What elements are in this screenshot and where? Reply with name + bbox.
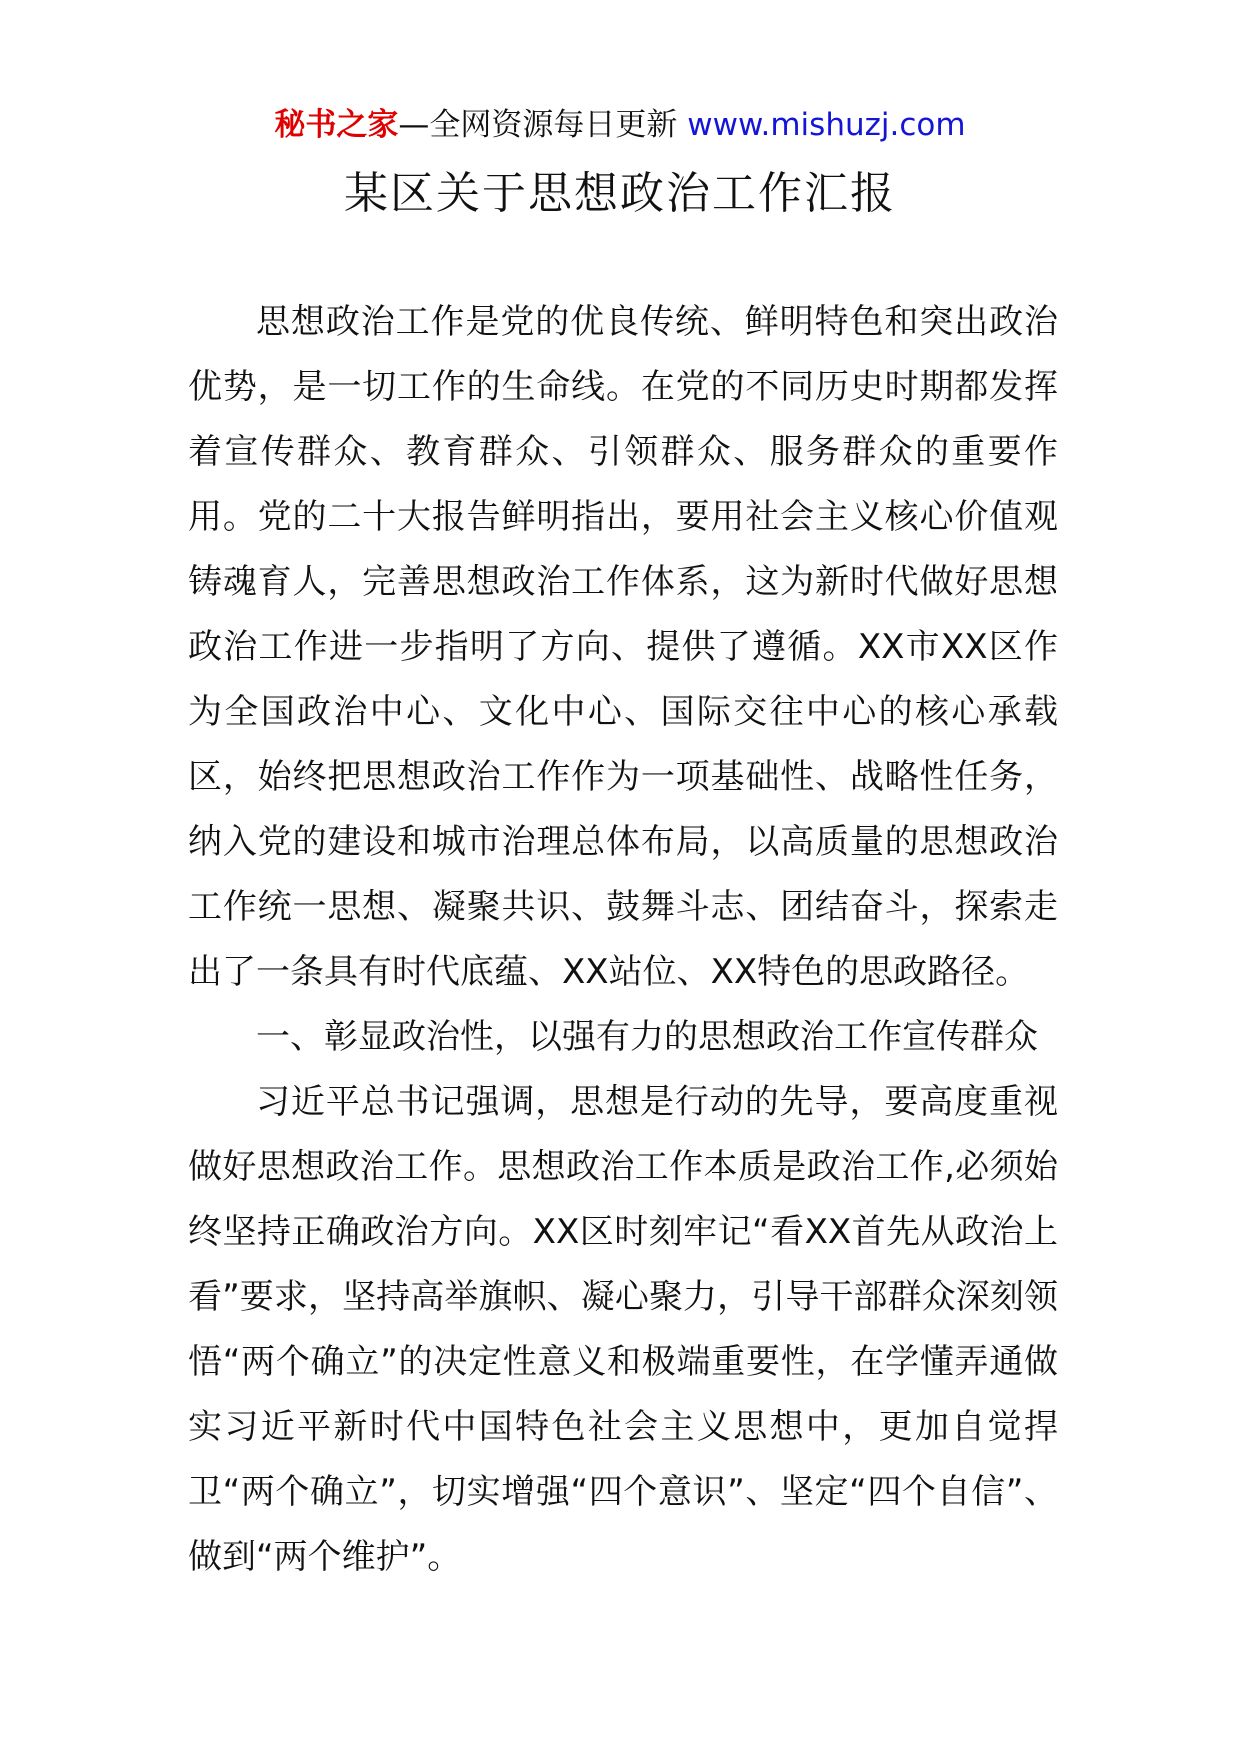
intro-paragraph: 思想政治工作是党的优良传统、鲜明特色和突出政治优势，是一切工作的生命线。在党的不同历史时期都发挥着宣传群众、教育群众、引领群众、服务群众的重要作用。党的二十大报告鲜明指出，要用社会主义核心价值观铸魂育人，完善思想政治工作体系，这为新时代做好思想政治工作进一步指明了方向、提供了遵循。XX市XX区作为全国政治中心、文化中心、国际交往中心的核心承载区，始终把思想政治工作作为一项基础性、战略性任务，纳入党的建设和城市治理总体布局，以高质量的思想政治工作统一思想、凝聚共识、鼓舞斗志、团结奋斗，探索走出了一条具有时代底蕴、XX站位、XX特色的思政路径。 <box>188 302 1058 992</box>
section-1-paragraph: 习近平总书记强调，思想是行动的先导，要高度重视做好思想政治工作。思想政治工作本质是政治工作,必须始终坚持正确政治方向。XX区时刻牢记“看XX首先从政治上看”要求，坚持高举旗帜、凝心聚力，引导干部群众深刻领悟“两个确立”的决定性意义和极端重要性，在学懂弄通做实习近平新时代中国特色社会主义思想中，更加自觉捍卫“两个确立”，切实增强“四个意识”、坚定“四个自信”、做到“两个维护”。 <box>188 1082 1058 1577</box>
section-1-heading: 一、彰显政治性，以强有力的思想政治工作宣传群众 <box>256 1017 1038 1057</box>
site-tagline: —全网资源每日更新 <box>398 107 678 143</box>
document-body <box>188 290 1058 1590</box>
document-title: 某区关于思想政治工作汇报 <box>344 168 896 219</box>
site-url-link[interactable]: www.mishuzj.com <box>687 107 966 143</box>
site-header <box>0 100 1240 150</box>
site-brand[interactable]: 秘书之家 <box>274 107 399 143</box>
